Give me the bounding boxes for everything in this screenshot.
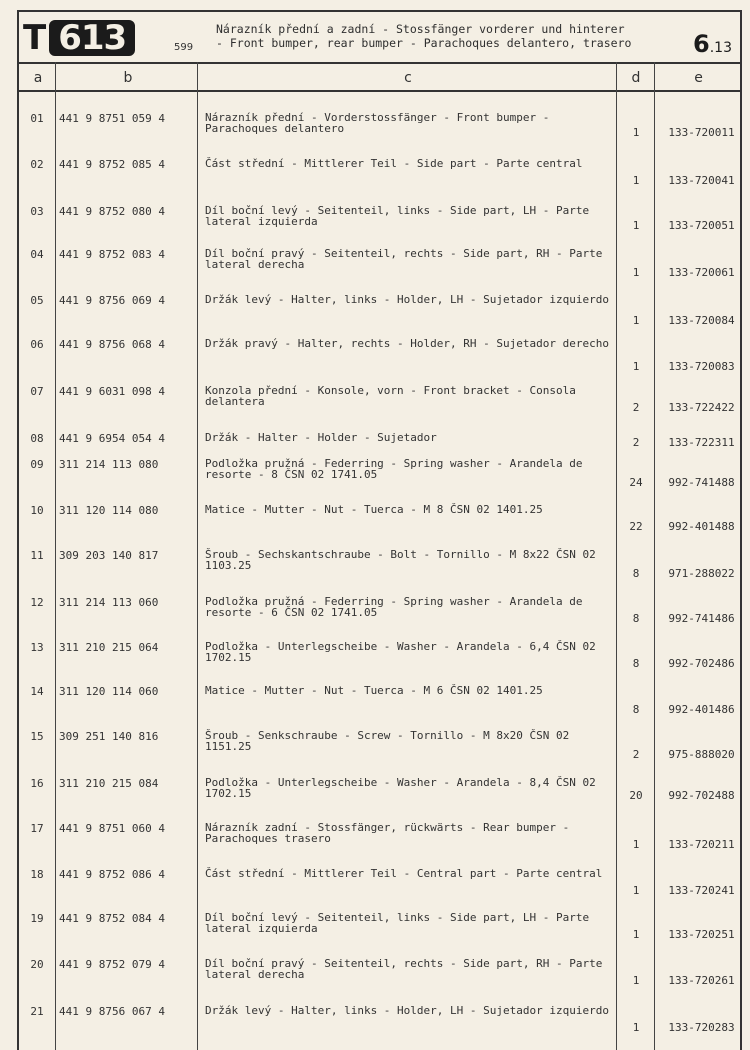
cell-a: 06 — [30, 338, 44, 351]
cell-b: 309 203 140 817 — [59, 549, 159, 562]
cell-d: 1 — [632, 884, 640, 897]
cell-c: Držák pravý - Halter, rechts - Holder, RH - Sujetador derecho — [205, 337, 609, 350]
cell-c: Podložka pružná - Federring - Spring washer - Arandela de resorte - 6 ČSN 02 1741.05 — [205, 595, 590, 619]
cell-e: 133-720211 — [668, 838, 735, 851]
cell-b: 441 9 8751 059 4 — [59, 112, 165, 125]
cell-c: Držák - Halter - Holder - Sujetador — [205, 431, 437, 444]
cell-a: 10 — [30, 504, 44, 517]
cell-c: Díl boční pravý - Seitenteil, rechts - Side part, RH - Parte lateral derecha — [205, 247, 609, 271]
cell-e: 133-720241 — [668, 884, 735, 897]
cell-b: 441 9 8752 085 4 — [59, 158, 165, 171]
cell-b: 441 9 8756 068 4 — [59, 338, 165, 351]
cell-c: Díl boční levý - Seitenteil, links - Side part, LH - Parte lateral izquierda — [205, 911, 596, 935]
cell-d: 2 — [632, 748, 640, 761]
cell-b: 441 9 8752 079 4 — [59, 958, 165, 971]
column-divider — [55, 62, 56, 1050]
page-header — [17, 10, 742, 62]
cell-b: 311 120 114 080 — [59, 504, 159, 517]
cell-e: 133-720261 — [668, 974, 735, 987]
column-divider — [616, 62, 617, 1050]
cell-a: 03 — [30, 205, 44, 218]
cell-d: 1 — [632, 314, 640, 327]
cell-d: 8 — [632, 703, 640, 716]
cell-d: 1 — [632, 219, 640, 232]
cell-c: Díl boční levý - Seitenteil, links - Side part, LH - Parte lateral izquierda — [205, 204, 596, 228]
cell-c: Matice - Mutter - Nut - Tuerca - M 8 ČSN 02 1401.25 — [205, 503, 543, 516]
cell-d: 22 — [629, 520, 643, 533]
cell-c: Šroub - Sechskantschraube - Bolt - Tornillo - M 8x22 ČSN 02 1103.25 — [205, 548, 603, 572]
logo-number: 613 — [49, 20, 135, 56]
cell-d: 1 — [632, 360, 640, 373]
cell-d: 8 — [632, 567, 640, 580]
column-header-e: e — [694, 70, 703, 86]
cell-e: 133-722422 — [668, 401, 735, 414]
cell-a: 13 — [30, 641, 44, 654]
cell-b: 311 214 113 060 — [59, 596, 159, 609]
cell-b: 441 9 6954 054 4 — [59, 432, 165, 445]
cell-e: 992-401488 — [668, 520, 735, 533]
cell-b: 311 214 113 080 — [59, 458, 159, 471]
cell-a: 20 — [30, 958, 44, 971]
cell-c: Držák levý - Halter, links - Holder, LH - Sujetador izquierdo — [205, 1004, 609, 1017]
cell-a: 18 — [30, 868, 44, 881]
cell-e: 133-720084 — [668, 314, 735, 327]
cell-a: 11 — [30, 549, 44, 562]
cell-c: Držák levý - Halter, links - Holder, LH - Sujetador izquierdo — [205, 293, 609, 306]
cell-e: 992-741488 — [668, 476, 735, 489]
cell-c: Podložka pružná - Federring - Spring washer - Arandela de resorte - 8 ČSN 02 1741.05 — [205, 457, 590, 481]
cell-c: Šroub - Senkschraube - Screw - Tornillo - M 8x20 ČSN 02 1151.25 — [205, 729, 576, 753]
cell-e: 992-741486 — [668, 612, 735, 625]
cell-b: 311 210 215 084 — [59, 777, 159, 790]
cell-b: 311 210 215 064 — [59, 641, 159, 654]
cell-a: 21 — [30, 1005, 44, 1018]
cell-e: 992-702488 — [668, 789, 735, 802]
cell-e: 133-720051 — [668, 219, 735, 232]
cell-d: 1 — [632, 928, 640, 941]
cell-e: 133-720011 — [668, 126, 735, 139]
cell-b: 441 9 8752 086 4 — [59, 868, 165, 881]
cell-c: Část střední - Mittlerer Teil - Side part - Parte central — [205, 157, 583, 170]
cell-b: 311 120 114 060 — [59, 685, 159, 698]
column-header-d: d — [631, 70, 641, 86]
title-line-2: - Front bumper, rear bumper - Parachoques delantero, trasero — [216, 36, 632, 50]
cell-a: 09 — [30, 458, 44, 471]
cell-d: 8 — [632, 657, 640, 670]
column-divider — [197, 62, 198, 1050]
cell-d: 20 — [629, 789, 643, 802]
cell-a: 02 — [30, 158, 44, 171]
logo-suffix: 599 — [174, 42, 194, 53]
section-main: 6 — [693, 30, 710, 58]
cell-e: 133-722311 — [668, 436, 735, 449]
cell-d: 1 — [632, 974, 640, 987]
cell-c: Podložka - Unterlegscheibe - Washer - Arandela - 8,4 ČSN 02 1702.15 — [205, 776, 603, 800]
cell-b: 441 9 6031 098 4 — [59, 385, 165, 398]
cell-a: 15 — [30, 730, 44, 743]
cell-d: 1 — [632, 174, 640, 187]
column-header-a: a — [33, 70, 43, 86]
cell-a: 16 — [30, 777, 44, 790]
cell-b: 441 9 8752 084 4 — [59, 912, 165, 925]
cell-c: Konzola přední - Konsole, vorn - Front bracket - Consola delantera — [205, 384, 583, 408]
cell-c: Nárazník přední - Vorderstossfänger - Front bumper - Parachoques delantero — [205, 111, 556, 135]
cell-e: 975-888020 — [668, 748, 735, 761]
tatra-logo — [23, 18, 135, 58]
cell-e: 133-720041 — [668, 174, 735, 187]
cell-b: 441 9 8751 060 4 — [59, 822, 165, 835]
cell-c: Matice - Mutter - Nut - Tuerca - M 6 ČSN 02 1401.25 — [205, 684, 543, 697]
cell-a: 05 — [30, 294, 44, 307]
section-number — [693, 30, 732, 58]
cell-b: 441 9 8756 069 4 — [59, 294, 165, 307]
cell-a: 07 — [30, 385, 44, 398]
column-headers — [19, 62, 740, 92]
cell-e: 992-702486 — [668, 657, 735, 670]
cell-a: 17 — [30, 822, 44, 835]
cell-a: 04 — [30, 248, 44, 261]
cell-e: 992-401486 — [668, 703, 735, 716]
section-sub: .13 — [709, 40, 732, 56]
cell-a: 12 — [30, 596, 44, 609]
cell-d: 24 — [629, 476, 643, 489]
cell-e: 971-288022 — [668, 567, 735, 580]
column-divider — [654, 62, 655, 1050]
cell-d: 1 — [632, 838, 640, 851]
cell-a: 19 — [30, 912, 44, 925]
cell-c: Část střední - Mittlerer Teil - Central part - Parte central — [205, 867, 603, 880]
cell-d: 1 — [632, 1021, 640, 1034]
cell-d: 2 — [632, 401, 640, 414]
cell-b: 441 9 8752 080 4 — [59, 205, 165, 218]
cell-b: 309 251 140 816 — [59, 730, 159, 743]
cell-d: 8 — [632, 612, 640, 625]
parts-table — [17, 62, 742, 1050]
column-header-c: c — [404, 70, 412, 86]
cell-d: 1 — [632, 266, 640, 279]
cell-c: Díl boční pravý - Seitenteil, rechts - Side part, RH - Parte lateral derecha — [205, 957, 609, 981]
logo-letter: T — [23, 18, 46, 58]
cell-e: 133-720083 — [668, 360, 735, 373]
cell-e: 133-720251 — [668, 928, 735, 941]
column-header-b: b — [123, 70, 133, 86]
cell-d: 1 — [632, 126, 640, 139]
cell-d: 2 — [632, 436, 640, 449]
cell-e: 133-720061 — [668, 266, 735, 279]
cell-e: 133-720283 — [668, 1021, 735, 1034]
cell-c: Nárazník zadní - Stossfänger, rückwärts - Rear bumper - Parachoques trasero — [205, 821, 576, 845]
cell-a: 01 — [30, 112, 44, 125]
cell-a: 14 — [30, 685, 44, 698]
cell-a: 08 — [30, 432, 44, 445]
title-line-1: Nárazník přední a zadní - Stossfänger vorderer und hinterer — [216, 22, 625, 36]
cell-c: Podložka - Unterlegscheibe - Washer - Arandela - 6,4 ČSN 02 1702.15 — [205, 640, 603, 664]
cell-b: 441 9 8756 067 4 — [59, 1005, 165, 1018]
cell-b: 441 9 8752 083 4 — [59, 248, 165, 261]
page-title — [216, 22, 631, 50]
